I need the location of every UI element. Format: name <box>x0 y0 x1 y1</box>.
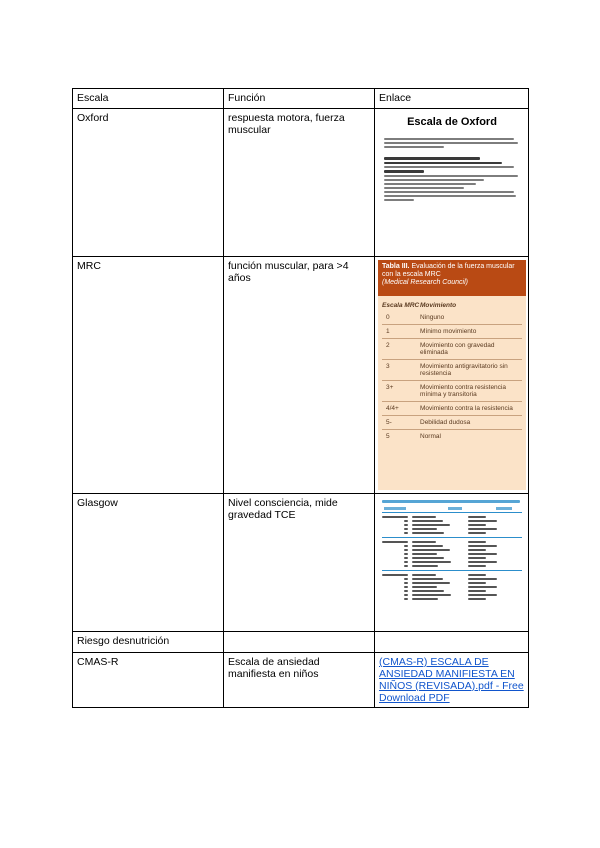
mrc-image-header <box>378 260 526 296</box>
mrc-row <box>382 415 522 429</box>
mrc-grade: 5- <box>386 419 392 426</box>
mrc-description: Movimiento antigravitatorio sin resistencia <box>420 363 508 377</box>
mrc-grade: 2 <box>386 342 390 349</box>
glasgow-scale-image <box>378 500 526 628</box>
cell-escala: Glasgow <box>73 494 224 632</box>
cell-escala: CMAS-R <box>73 653 224 708</box>
mrc-row <box>382 429 522 443</box>
mrc-description: Ninguno <box>420 314 445 321</box>
mrc-row <box>382 311 522 324</box>
mrc-description: Movimiento con gravedad eliminada <box>420 342 495 356</box>
header-escala: Escala <box>73 89 224 109</box>
cell-funcion: Escala de ansiedad manifiesta en niños <box>224 653 375 708</box>
header-enlace: Enlace <box>375 89 529 109</box>
cell-enlace <box>375 109 529 257</box>
mrc-grade: 5 <box>386 433 390 440</box>
mrc-col-grade: Escala MRC <box>382 302 420 309</box>
mrc-rows <box>378 311 526 443</box>
cell-escala: MRC <box>73 257 224 494</box>
mrc-columns <box>378 296 526 311</box>
mrc-grade: 3 <box>386 363 390 370</box>
scales-table <box>72 88 529 708</box>
cell-enlace <box>375 632 529 653</box>
cmas-r-pdf-link[interactable]: (CMAS-R) ESCALA DE ANSIEDAD MANIFIESTA EN NIÑOS (REVISADA).pdf - Free Download PDF <box>379 656 524 704</box>
mrc-description: Mínimo movimiento <box>420 328 477 335</box>
cell-funcion: Nivel consciencia, mide gravedad TCE <box>224 494 375 632</box>
cell-funcion <box>224 632 375 653</box>
oxford-image-title: Escala de Oxford <box>407 116 497 128</box>
mrc-row <box>382 401 522 415</box>
cell-funcion: función muscular, para >4 años <box>224 257 375 494</box>
mrc-grade: 1 <box>386 328 390 335</box>
mrc-header-sub: (Medical Research Council) <box>382 279 468 286</box>
cell-enlace <box>375 494 529 632</box>
mrc-row <box>382 359 522 380</box>
table-row <box>73 653 529 708</box>
mrc-row <box>382 380 522 401</box>
mrc-scale-image <box>378 260 526 490</box>
mrc-header-prefix: Tabla III. <box>382 263 410 270</box>
cell-enlace <box>375 653 529 708</box>
table-row <box>73 109 529 257</box>
mrc-row <box>382 324 522 338</box>
mrc-header-text: Evaluación de la fuerza muscular con la escala MRC <box>382 263 515 278</box>
cell-enlace <box>375 257 529 494</box>
mrc-description: Movimiento contra resistencia mínima y transitoria <box>420 384 506 398</box>
mrc-row <box>382 338 522 359</box>
table-row <box>73 494 529 632</box>
oxford-scale-image <box>378 116 526 248</box>
table-header-row <box>73 89 529 109</box>
table-row <box>73 632 529 653</box>
mrc-description: Movimiento contra la resistencia <box>420 405 513 412</box>
mrc-grade: 4/4+ <box>386 405 399 412</box>
mrc-grade: 3+ <box>386 384 394 391</box>
mrc-description: Normal <box>420 433 441 440</box>
mrc-col-move: Movimiento <box>420 302 457 309</box>
mrc-description: Debilidad dudosa <box>420 419 471 426</box>
cell-escala: Riesgo desnutrición <box>73 632 224 653</box>
mrc-grade: 0 <box>386 314 390 321</box>
header-funcion: Función <box>224 89 375 109</box>
cell-escala: Oxford <box>73 109 224 257</box>
cell-funcion: respuesta motora, fuerza muscular <box>224 109 375 257</box>
table-row <box>73 257 529 494</box>
